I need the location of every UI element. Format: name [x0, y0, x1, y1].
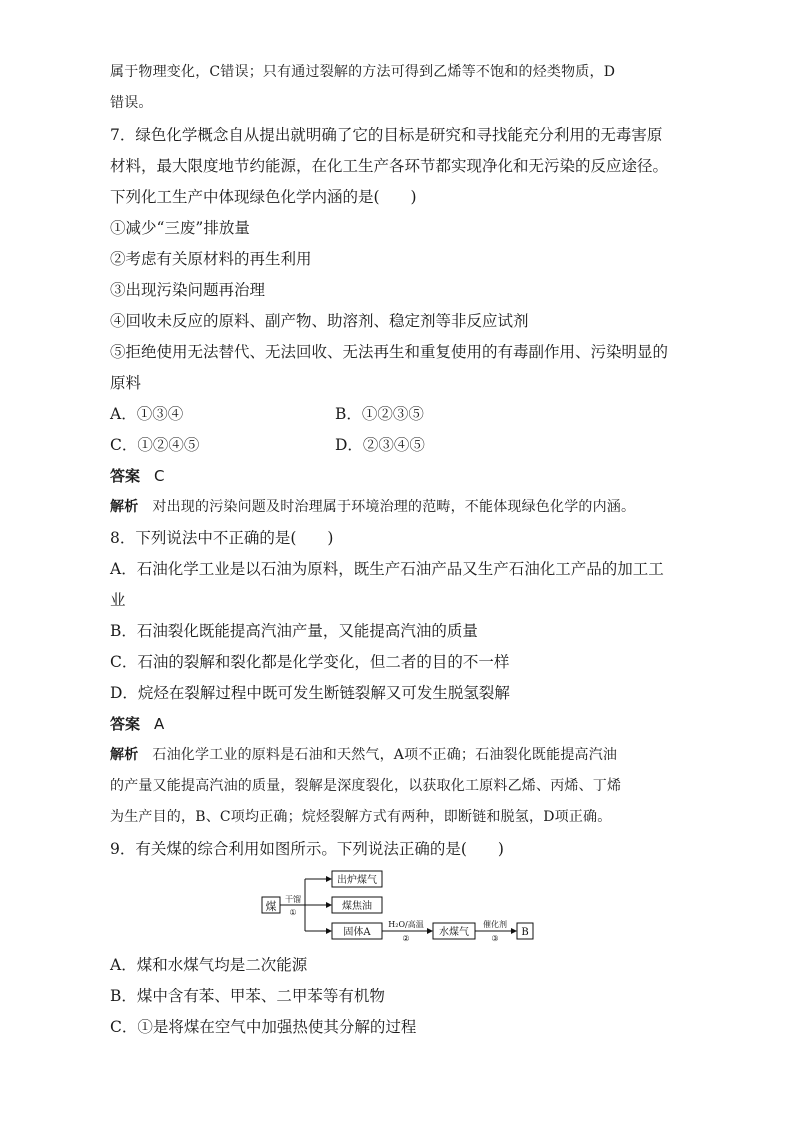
q7-option-b: B．①②③⑤	[335, 405, 424, 423]
q9-option-a: A．煤和水煤气均是二次能源	[110, 956, 308, 974]
q8-explain-text-1: 石油化学工业的原料是石油和天然气，A项不正确；石油裂化既能提高汽油	[152, 747, 618, 763]
furnace-gas-label: 出炉煤气	[337, 875, 377, 886]
product-b-label: B	[521, 927, 529, 938]
step2-number: ②	[402, 934, 410, 943]
q8-option-a-line-2: 业	[110, 591, 126, 609]
step1-number: ①	[289, 908, 297, 917]
q8-answer-label: 答案	[110, 715, 141, 733]
q7-answer	[110, 466, 165, 486]
q8-option-b: B．石油裂化既能提高汽油产量，又能提高汽油的质量	[110, 622, 478, 640]
q7-stem-line-2: 材料，最大限度地节约能源，在化工生产各环节都实现净化和无污染的反应途径。	[110, 157, 669, 175]
q7-option-d: D．②③④⑤	[335, 436, 425, 454]
q7-item-1: ①减少“三废”排放量	[110, 219, 250, 237]
solid-a-label: 固体A	[343, 927, 371, 938]
step2-label: H₂O/高温	[388, 920, 424, 929]
step3-label: 催化剂	[483, 920, 507, 929]
step3-number: ③	[491, 934, 499, 943]
coal-label: 煤	[265, 900, 277, 913]
q9-option-b: B．煤中含有苯、甲苯、二甲苯等有机物	[110, 987, 385, 1005]
q7-option-c: C．①②④⑤	[110, 436, 200, 454]
q9-option-c: C．①是将煤在空气中加强热使其分解的过程	[110, 1018, 417, 1036]
coal-tar-label: 煤焦油	[342, 901, 372, 912]
q8-answer-value: A	[154, 715, 165, 733]
q7-item-3: ③出现污染问题再治理	[110, 281, 266, 299]
q7-answer-label: 答案	[110, 467, 141, 485]
q8-answer	[110, 714, 164, 734]
q7-item-5-cont: 原料	[110, 374, 142, 392]
q7-explanation	[110, 497, 635, 517]
q8-option-c: C．石油的裂解和裂化都是化学变化，但二者的目的不一样	[110, 653, 510, 671]
continuation-line-2: 错误。	[110, 95, 153, 111]
q7-explain-label: 解析	[110, 499, 139, 515]
q7-option-a: A．①③④	[110, 405, 184, 423]
q8-explanation-line-1	[110, 745, 617, 765]
step1-label: 干馏	[285, 895, 301, 904]
q8-option-a-line-1: A．石油化学工业是以石油为原料，既生产石油产品又生产石油化工产品的加工工	[110, 560, 664, 578]
q7-item-5: ⑤拒绝使用无法替代、无法回收、无法再生和重复使用的有毒副作用、污染明显的	[110, 343, 669, 361]
q8-explain-label: 解析	[110, 747, 139, 763]
q8-explanation-line-3: 为生产目的，B、C项均正确；烷烃裂解方式有两种，即断链和脱氢，D项正确。	[110, 809, 612, 825]
q9-stem: 9．有关煤的综合利用如图所示。下列说法正确的是( )	[110, 840, 504, 858]
q7-stem-line-1: 7．绿色化学概念自从提出就明确了它的目标是研究和寻找能充分利用的无毒害原	[110, 126, 663, 144]
coal-utilization-diagram	[255, 862, 545, 944]
q7-stem-line-3: 下列化工生产中体现绿色化学内涵的是( )	[110, 188, 417, 206]
q8-option-d: D．烷烃在裂解过程中既可发生断链裂解又可发生脱氢裂解	[110, 684, 510, 702]
water-gas-label: 水煤气	[439, 927, 469, 938]
q8-stem: 8．下列说法中不正确的是( )	[110, 529, 334, 547]
q7-item-4: ④回收未反应的原料、副产物、助溶剂、稳定剂等非反应试剂	[110, 312, 529, 330]
q8-explanation-line-2: 的产量又能提高汽油的质量，裂解是深度裂化，以获取化工原料乙烯、丙烯、丁烯	[110, 778, 622, 794]
q7-explain-text: 对出现的污染问题及时治理属于环境治理的范畴，不能体现绿色化学的内涵。	[152, 499, 636, 515]
q7-item-2: ②考虑有关原材料的再生利用	[110, 250, 312, 268]
q7-answer-value: C	[154, 467, 165, 485]
continuation-line-1: 属于物理变化，C错误；只有通过裂解的方法可得到乙烯等不饱和的烃类物质，D	[110, 64, 616, 80]
